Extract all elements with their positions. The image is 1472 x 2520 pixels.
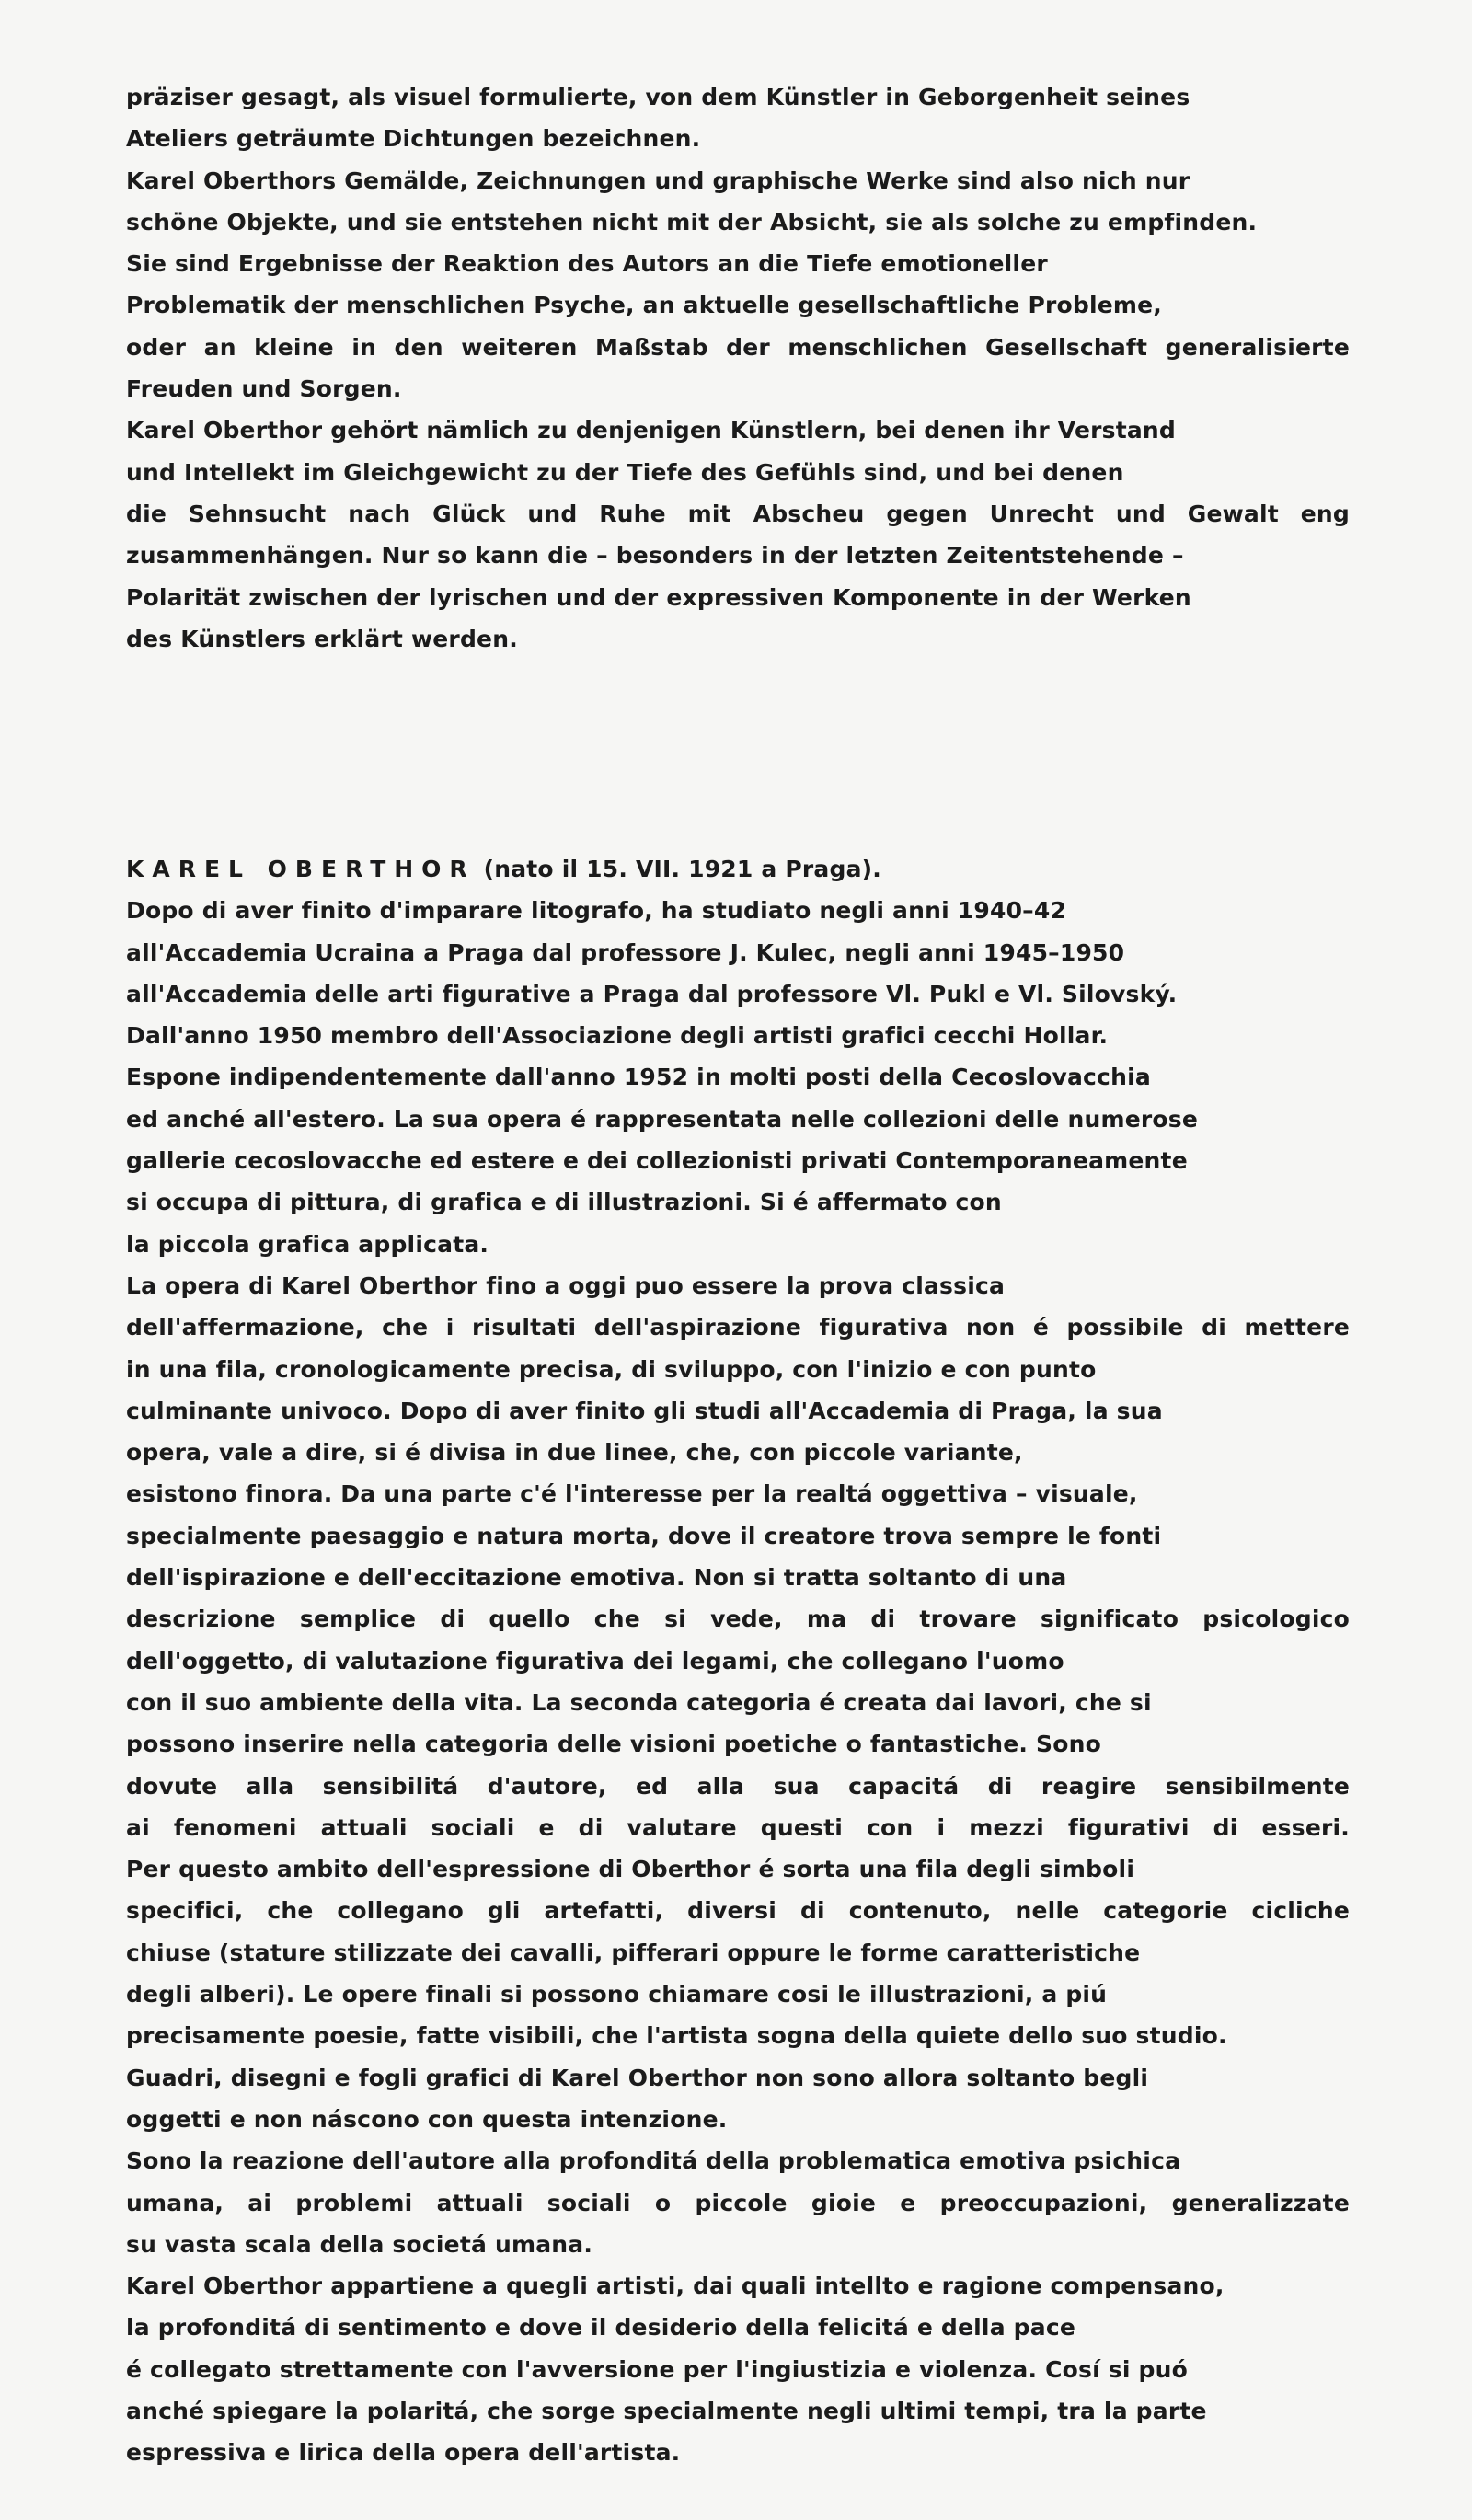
text-line: su vasta scala della societá umana.	[126, 2230, 593, 2258]
text-line: Ateliers geträumte Dichtungen bezeichnen.	[126, 125, 701, 153]
text-line: dell'affermazione, che i risultati dell'aspirazione figurativa non é possibile di mettere	[126, 1314, 1350, 1341]
text-line: all'Accademia Ucraina a Praga dal professore J. Kulec, negli anni 1945–1950	[126, 938, 1125, 966]
text-line: umana, ai problemi attuali sociali o piccole gioie e preoccupazioni, generalizzate	[126, 2189, 1350, 2216]
text-line: anché spiegare la polaritá, che sorge specialmente negli ultimi tempi, tra la parte	[126, 2397, 1207, 2424]
text-line: opera, vale a dire, si é divisa in due linee, che, con piccole variante,	[126, 1439, 1023, 1467]
text-line: culminante univoco. Dopo di aver finito gli studi all'Accademia di Praga, la sua	[126, 1397, 1163, 1424]
text-line: in una fila, cronologicamente precisa, di sviluppo, con l'inizio e con punto	[126, 1355, 1097, 1383]
text-line: präziser gesagt, als visuel formulierte, von dem Künstler in Geborgenheit seines	[126, 84, 1190, 110]
text-line: specialmente paesaggio e natura morta, dove il creatore trova sempre le fonti	[126, 1522, 1162, 1549]
text-line: Guadri, disegni e fogli grafici di Karel Oberthor non sono allora soltanto begli	[126, 2064, 1149, 2091]
artist-birth-info: (nato il 15. VII. 1921 a Praga).	[475, 856, 881, 882]
text-line: descrizione semplice di quello che si vede, ma di trovare significato psicologico	[126, 1605, 1350, 1633]
text-line: all'Accademia delle arti figurative a Praga dal professore Vl. Pukl e Vl. Silovský.	[126, 980, 1178, 1007]
text-line: dell'ispirazione e dell'eccitazione emotiva. Non si tratta soltanto di una	[126, 1564, 1067, 1592]
text-line: degli alberi). Le opere finali si possono chiamare cosi le illustrazioni, a piú	[126, 1981, 1108, 2008]
text-line: Dall'anno 1950 membro dell'Associazione degli artisti grafici cecchi Hollar.	[126, 1022, 1109, 1050]
text-line: chiuse (stature stilizzate dei cavalli, pifferari oppure le forme caratteristiche	[126, 1939, 1141, 1966]
text-line: dell'oggetto, di valutazione figurativa dei legami, che collegano l'uomo	[126, 1647, 1064, 1674]
text-line: possono inserire nella categoria delle visioni poetiche o fantastiche. Sono	[126, 1731, 1101, 1758]
text-line: schöne Objekte, und sie entstehen nicht mit der Absicht, sie als solche zu empfinden.	[126, 208, 1258, 236]
text-line: oggetti e non náscono con questa intenzione.	[126, 2105, 728, 2133]
text-line: specifici, che collegano gli artefatti, diversi di contenuto, nelle categorie cicliche	[126, 1897, 1350, 1925]
text-line: Sono la reazione dell'autore alla profonditá della problematica emotiva psichica	[126, 2147, 1181, 2175]
text-line: Polarität zwischen der lyrischen und der expressiven Komponente in der Werken	[126, 583, 1191, 611]
italian-heading	[126, 848, 1350, 890]
text-line: si occupa di pittura, di grafica e di illustrazioni. Si é affermato con	[126, 1189, 1002, 1216]
text-line: gallerie cecoslovacche ed estere e dei collezionisti privati Contemporaneamente	[126, 1147, 1188, 1175]
text-line: Sie sind Ergebnisse der Reaktion des Autors an die Tiefe emotioneller	[126, 250, 1048, 278]
text-line: Freuden und Sorgen.	[126, 375, 402, 403]
text-line: Dopo di aver finito d'imparare litografo, ha studiato negli anni 1940–42	[126, 897, 1067, 925]
text-line: dovute alla sensibilitá d'autore, ed alla sua capacitá di reagire sensibilmente	[126, 1772, 1350, 1800]
text-line: la profonditá di sentimento e dove il desiderio della felicitá e della pace	[126, 2314, 1076, 2342]
text-line: oder an kleine in den weiteren Maßstab der menschlichen Gesellschaft generalisierte	[126, 333, 1350, 361]
text-line: ai fenomeni attuali sociali e di valutare questi con i mezzi figurativi di esseri.	[126, 1813, 1350, 1841]
text-line: La opera di Karel Oberthor fino a oggi puo essere la prova classica	[126, 1272, 1006, 1299]
text-line: Problematik der menschlichen Psyche, an aktuelle gesellschaftliche Probleme,	[126, 292, 1163, 319]
text-line: Karel Oberthors Gemälde, Zeichnungen und graphische Werke sind also nich nur	[126, 167, 1190, 194]
artist-name: KAREL OBERTHOR	[126, 856, 476, 882]
text-line: des Künstlers erklärt werden.	[126, 625, 518, 652]
text-line: Espone indipendentemente dall'anno 1952 in molti posti della Cecoslovacchia	[126, 1064, 1151, 1091]
text-line: la piccola grafica applicata.	[126, 1230, 489, 1258]
text-line: precisamente poesie, fatte visibili, che l'artista sogna della quiete dello suo studio.	[126, 2022, 1227, 2050]
german-text-block	[126, 76, 1350, 660]
text-line: Per questo ambito dell'espressione di Oberthor é sorta una fila degli simboli	[126, 1856, 1135, 1883]
italian-text-block	[126, 848, 1350, 2474]
text-line: zusammenhängen. Nur so kann die – besonders in der letzten Zeitentstehende –	[126, 542, 1184, 570]
text-line: espressiva e lirica della opera dell'artista.	[126, 2439, 681, 2467]
text-line: Karel Oberthor gehört nämlich zu denjenigen Künstlern, bei denen ihr Verstand	[126, 417, 1177, 444]
text-line: ed anché all'estero. La sua opera é rappresentata nelle collezioni delle numerose	[126, 1105, 1199, 1133]
text-line: con il suo ambiente della vita. La seconda categoria é creata dai lavori, che si	[126, 1688, 1152, 1716]
text-line: und Intellekt im Gleichgewicht zu der Tiefe des Gefühls sind, und bei denen	[126, 458, 1124, 486]
text-line: die Sehnsucht nach Glück und Ruhe mit Abscheu gegen Unrecht und Gewalt eng	[126, 500, 1350, 527]
text-line: esistono finora. Da una parte c'é l'interesse per la realtá oggettiva – visuale,	[126, 1480, 1138, 1508]
text-line: Karel Oberthor appartiene a quegli artisti, dai quali intellto e ragione compensano,	[126, 2273, 1225, 2300]
text-line: é collegato strettamente con l'avversione per l'ingiustizia e violenza. Cosí si puó	[126, 2355, 1188, 2383]
